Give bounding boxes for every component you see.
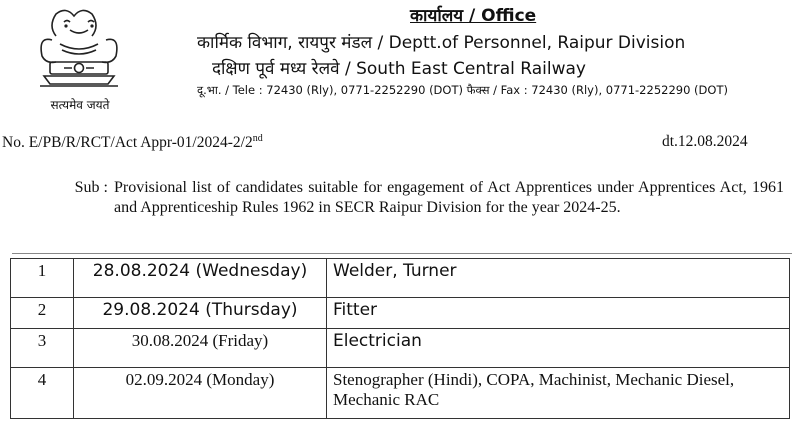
subject-label: Sub : <box>74 179 108 196</box>
letter-date: dt.12.08.2024 <box>662 133 748 150</box>
contact-line: दू.भा. / Tele : 72430 (Rly), 0771-2252290 (DOT) फैक्स / Fax : 72430 (Rly), 0771-2252290 (DOT) <box>197 83 728 97</box>
serial-number: 1 <box>11 259 74 298</box>
department-line: कार्मिक विभाग, रायपुर मंडल / Deptt.of Personnel, Raipur Division <box>197 33 686 53</box>
letter-number-sup: nd <box>252 133 263 144</box>
trade-list: Stenographer (Hindi), COPA, Machinist, Mechanic Diesel, Mechanic RAC <box>327 368 790 419</box>
schedule-date: 29.08.2024 (Thursday) <box>74 298 327 329</box>
trade-list: Welder, Turner <box>327 259 790 298</box>
schedule-table <box>10 258 790 419</box>
trade-list: Electrician <box>327 329 790 368</box>
railway-line: दक्षिण पूर्व मध्य रेलवे / South East Central Railway <box>212 59 586 79</box>
letter-number <box>2 133 263 152</box>
schedule-date: 02.09.2024 (Monday) <box>74 368 327 419</box>
table-row <box>11 259 790 298</box>
subject-text: Provisional list of candidates suitable for engagement of Act Apprentices under Apprentices Act, 1961 and Apprenticeship Rules 1962 in SECR Raipur Division for the year 2024-25. <box>114 179 784 216</box>
serial-number: 3 <box>11 329 74 368</box>
schedule-date: 28.08.2024 (Wednesday) <box>74 259 327 298</box>
emblem-caption: सत्यमेव जयते <box>50 98 110 112</box>
serial-number: 4 <box>11 368 74 419</box>
table-row <box>11 368 790 419</box>
schedule-date: 30.08.2024 (Friday) <box>74 329 327 368</box>
trade-list: Fitter <box>327 298 790 329</box>
table-row <box>11 329 790 368</box>
serial-number: 2 <box>11 298 74 329</box>
office-title: कार्यालय / Office <box>410 6 537 26</box>
letter-number-text: No. E/PB/R/RCT/Act Appr-01/2024-2/2 <box>2 134 253 152</box>
table-row <box>11 298 790 329</box>
